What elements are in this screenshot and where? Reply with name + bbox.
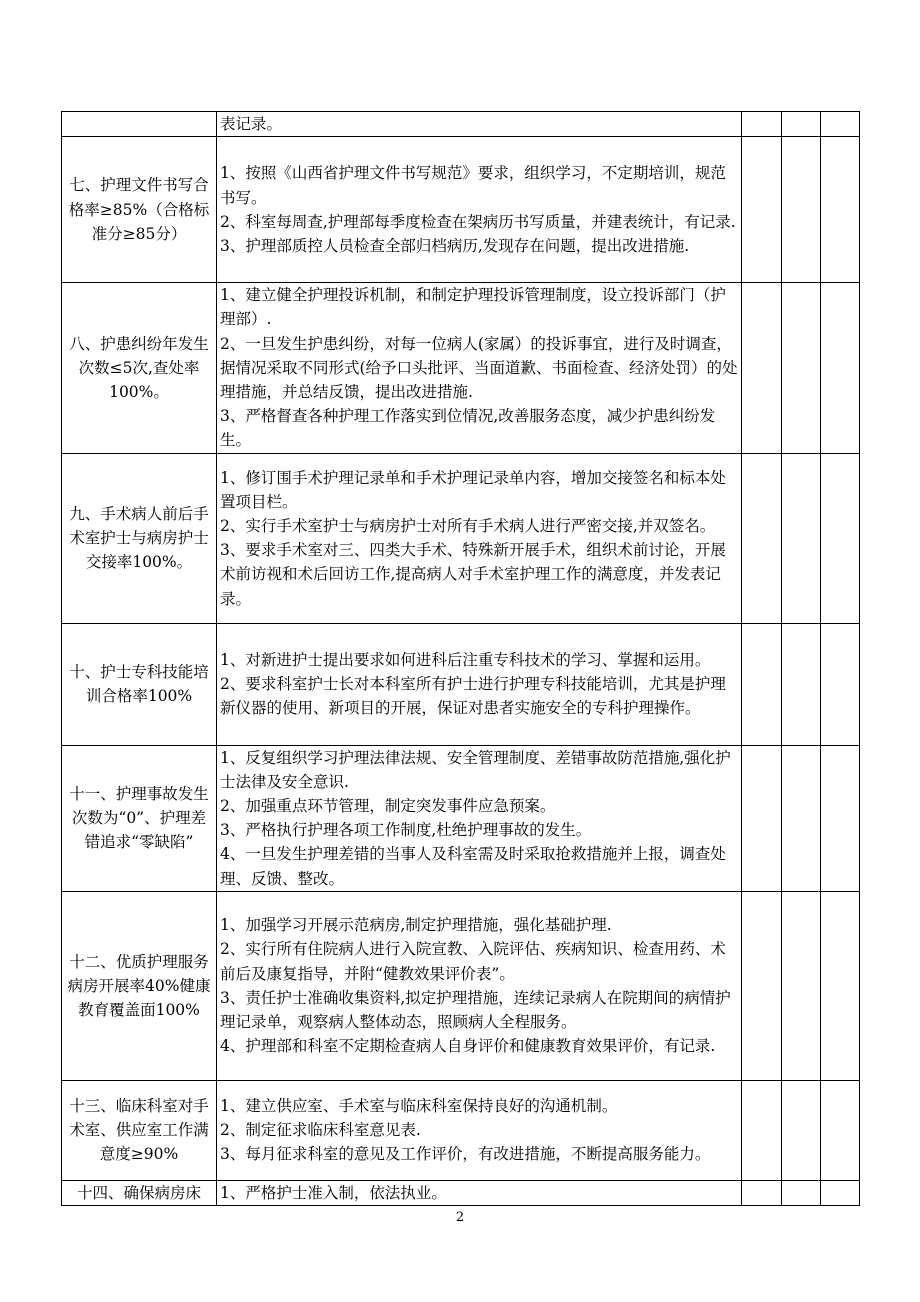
measure-line: 3、严格执行护理各项工作制度,杜绝护理事故的发生。 [220,821,592,840]
table-row [62,112,860,137]
measure-line: 2、一旦发生护患纠纷，对每一位病人(家属）的投诉事宜，进行及时调查，据情况采取不同形式(给予口头批评、当面道歉、书面检查、经济处罚）的处理措施，并总结反馈，提出改进措施. [220,334,738,402]
measure-line: 1、加强学习开展示范病房,制定护理措施，强化基础护理. [220,916,612,935]
measure-line: 2、科室每周查,护理部每季度检查在架病历书写质量，并建表统计，有记录. [220,212,736,231]
row-item-cell: 十、护士专科技能培训合格率100% [62,623,217,745]
table-row [62,137,860,283]
measure-line: 3、要求手术室对三、四类大手术、特殊新开展手术，组织术前讨论，开展术前访视和术后回访工作,提高病人对手术室护理工作的满意度，并发表记录。 [220,541,726,608]
table-row [62,453,860,623]
measure-line: 2、制定征求临床科室意见表. [220,1121,421,1140]
check-cell [782,745,821,891]
check-cell [821,453,860,623]
check-cell [782,112,821,137]
measure-line: 表记录。 [220,115,283,133]
check-cell [742,453,782,623]
check-cell [821,112,860,137]
table-row [62,745,860,891]
check-cell [821,283,860,453]
measure-line: 2、要求科室护士长对本科室所有护士进行护理专科技能培训，尤其是护理新仪器的使用、新项目的开展，保证对患者实施安全的专科护理操作。 [220,675,726,718]
check-cell [821,1180,860,1205]
check-cell [782,453,821,623]
row-item-cell: 九、手术病人前后手术室护士与病房护士交接率100%。 [62,453,217,623]
check-cell [782,283,821,453]
check-cell [821,137,860,283]
measure-line: 2、加强重点环节管理，制定突发事件应急预案。 [220,797,556,816]
measure-line: 3、责任护士准确收集资料,拟定护理措施，连续记录病人在院期间的病情护理记录单，观察病人整体动态，照顾病人全程服务。 [220,988,731,1032]
check-cell [782,137,821,283]
row-item-cell: 十一、护理事故发生次数为“0”、护理差错追求“零缺陷” [62,745,217,891]
measure-line: 4、护理部和科室不定期检查病人自身评价和健康教育效果评价，有记录. [220,1037,716,1056]
row-measures-cell [217,112,742,137]
check-cell [821,1080,860,1180]
table-row [62,1080,860,1180]
row-measures-cell [217,1080,742,1180]
page-number: 2 [455,1210,465,1225]
measure-line: 3、护理部质控人员检查全部归档病历,发现存在问题，提出改进措施. [220,236,690,255]
row-item-cell: 七、护理文件书写合格率≥85%（合格标准分≥85分） [62,137,217,283]
check-cell [742,112,782,137]
measure-line: 1、修订围手术护理记录单和手术护理记录单内容，增加交接签名和标本处置项目栏。 [220,468,726,511]
check-cell [742,1080,782,1180]
measure-line: 2、实行手术室护士与病房护士对所有手术病人进行严密交接,并双签名。 [220,516,716,535]
plan-table [61,111,860,1206]
check-cell [742,891,782,1080]
row-measures-cell [217,891,742,1080]
row-measures-cell [217,137,742,283]
row-item-cell: 十三、临床科室对手术室、供应室工作满意度≥90% [62,1080,217,1180]
check-cell [742,745,782,891]
measure-line: 3、严格督查各种护理工作落实到位情况,改善服务态度，减少护患纠纷发生。 [220,407,716,450]
row-item-cell: 八、护患纠纷年发生次数≤5次,查处率100%。 [62,283,217,453]
measure-line: 1、对新进护士提出要求如何进科后注重专科技术的学习、掌握和运用。 [220,650,711,669]
row-measures-cell [217,745,742,891]
row-measures-cell [217,283,742,453]
measure-line: 1、建立供应室、手术室与临床科室保持良好的沟通机制。 [220,1097,618,1116]
check-cell [782,891,821,1080]
check-cell [782,1080,821,1180]
check-cell [821,745,860,891]
table-row [62,623,860,745]
check-cell [742,283,782,453]
measure-line: 2、实行所有住院病人进行入院宣教、入院评估、疾病知识、检查用药、术前后及康复指导，并附“健教效果评价表”。 [220,940,726,983]
row-measures-cell [217,1180,742,1205]
check-cell [782,623,821,745]
measure-line: 3、每月征求科室的意见及工作评价，有改进措施，不断提高服务能力。 [220,1145,711,1164]
table-row [62,1180,860,1205]
measure-line: 1、按照《山西省护理文件书写规范》要求，组织学习，不定期培训，规范书写。 [220,164,726,207]
check-cell [782,1180,821,1205]
measure-line: 4、一旦发生护理差错的当事人及科室需及时采取抢救措施并上报，调查处理、反馈、整改。 [220,845,726,888]
row-item-cell [62,112,217,137]
table-row [62,283,860,453]
check-cell [742,623,782,745]
check-cell [821,623,860,745]
measure-line: 1、严格护士准入制，依法执业。 [220,1183,447,1202]
row-measures-cell [217,453,742,623]
measure-line: 1、反复组织学习护理法律法规、安全管理制度、差错事故防范措施,强化护士法律及安全意识. [220,748,731,791]
check-cell [742,137,782,283]
measure-line: 1、建立健全护理投诉机制，和制定护理投诉管理制度，设立投诉部门（护理部）. [220,286,726,329]
row-measures-cell [217,623,742,745]
plan-table-body [62,112,860,1206]
check-cell [821,891,860,1080]
check-cell [742,1180,782,1205]
table-row [62,891,860,1080]
row-item-cell: 十四、确保病房床 [62,1180,217,1205]
row-item-cell: 十二、优质护理服务病房开展率40%健康教育覆盖面100% [62,891,217,1080]
